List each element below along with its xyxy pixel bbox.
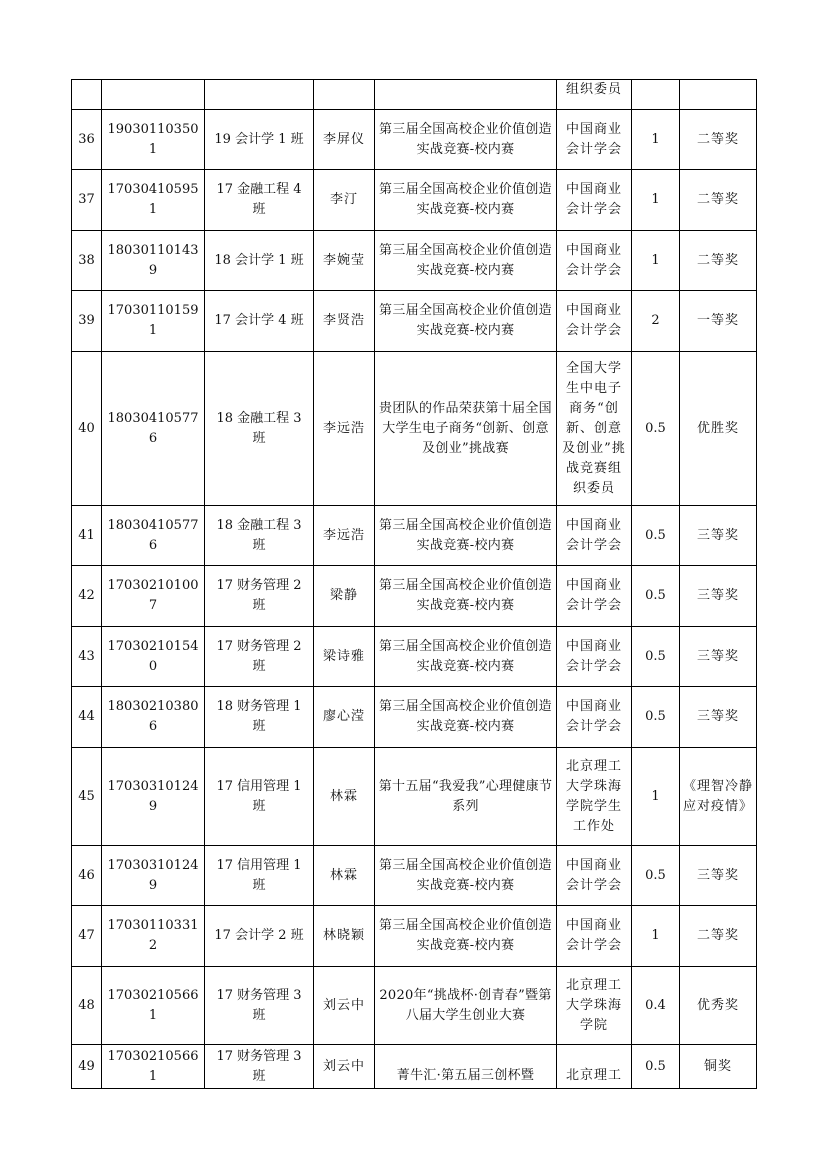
cell-no: 42 <box>72 566 102 627</box>
cell-award: 《理智冷静应对疫情》 <box>680 748 757 846</box>
cell-score: 1 <box>632 231 680 291</box>
cell-score: 0.5 <box>632 846 680 906</box>
cell-score <box>632 80 680 110</box>
cell-score: 0.5 <box>632 627 680 687</box>
cell-name: 梁静 <box>314 566 375 627</box>
cell-score: 1 <box>632 748 680 846</box>
cell-event: 第三届全国高校企业价值创造实战竞赛-校内赛 <box>375 566 557 627</box>
cell-org: 全国大学生中电子商务“创新、创意及创业”挑战竞赛组织委员 <box>557 352 632 506</box>
cell-id: 180301101439 <box>102 231 205 291</box>
cell-id <box>102 80 205 110</box>
cell-score: 1 <box>632 906 680 967</box>
cell-award: 三等奖 <box>680 627 757 687</box>
table-row <box>72 1045 757 1089</box>
cell-id: 180304105776 <box>102 506 205 566</box>
cell-no: 45 <box>72 748 102 846</box>
cell-no: 46 <box>72 846 102 906</box>
awards-table <box>71 79 757 1089</box>
cell-id: 190301103501 <box>102 110 205 170</box>
cell-class: 18 金融工程 3 班 <box>205 506 314 566</box>
cell-award: 二等奖 <box>680 231 757 291</box>
cell-org: 北京理工大学珠海学院 <box>557 967 632 1045</box>
cell-event: 第三届全国高校企业价值创造实战竞赛-校内赛 <box>375 291 557 352</box>
cell-id: 180304105776 <box>102 352 205 506</box>
cell-class: 17 财务管理 3 班 <box>205 967 314 1045</box>
cell-award: 三等奖 <box>680 846 757 906</box>
cell-score: 0.5 <box>632 352 680 506</box>
cell-org: 中国商业会计学会 <box>557 627 632 687</box>
cell-event: 第十五届“我爱我”心理健康节系列 <box>375 748 557 846</box>
table-row <box>72 967 757 1045</box>
cell-id: 170302101007 <box>102 566 205 627</box>
table-row <box>72 110 757 170</box>
cell-org: 中国商业会计学会 <box>557 110 632 170</box>
cell-no: 47 <box>72 906 102 967</box>
cell-id: 170303101249 <box>102 748 205 846</box>
cell-event: 贵团队的作品荣获第十届全国大学生电子商务“创新、创意及创业”挑战赛 <box>375 352 557 506</box>
cell-name: 林晓颖 <box>314 906 375 967</box>
table-row <box>72 352 757 506</box>
cell-score: 2 <box>632 291 680 352</box>
cell-id: 170302101540 <box>102 627 205 687</box>
cell-event <box>375 80 557 110</box>
cell-name: 林霖 <box>314 846 375 906</box>
table-row <box>72 748 757 846</box>
cell-award: 二等奖 <box>680 906 757 967</box>
cell-org: 中国商业会计学会 <box>557 231 632 291</box>
cell-award: 三等奖 <box>680 506 757 566</box>
cell-award: 二等奖 <box>680 170 757 231</box>
cell-org: 北京理工大学珠海学院学生工作处 <box>557 748 632 846</box>
cell-name: 林霖 <box>314 748 375 846</box>
cell-name: 李远浩 <box>314 352 375 506</box>
cell-class <box>205 80 314 110</box>
table-row <box>72 170 757 231</box>
table-row <box>72 80 757 110</box>
cell-class: 17 信用管理 1 班 <box>205 748 314 846</box>
cell-no: 43 <box>72 627 102 687</box>
cell-id: 170303101249 <box>102 846 205 906</box>
cell-score: 1 <box>632 110 680 170</box>
table-row <box>72 906 757 967</box>
cell-name: 刘云中 <box>314 1045 375 1089</box>
cell-event: 第三届全国高校企业价值创造实战竞赛-校内赛 <box>375 506 557 566</box>
cell-id: 170301101591 <box>102 291 205 352</box>
cell-class: 18 会计学 1 班 <box>205 231 314 291</box>
cell-event: 第三届全国高校企业价值创造实战竞赛-校内赛 <box>375 687 557 748</box>
cell-class: 17 会计学 4 班 <box>205 291 314 352</box>
cell-award: 二等奖 <box>680 110 757 170</box>
table-row <box>72 231 757 291</box>
table-row <box>72 846 757 906</box>
cell-no: 41 <box>72 506 102 566</box>
cell-no: 49 <box>72 1045 102 1089</box>
table-row <box>72 566 757 627</box>
cell-name: 廖心滢 <box>314 687 375 748</box>
cell-name <box>314 80 375 110</box>
cell-score: 0.4 <box>632 967 680 1045</box>
cell-award: 铜奖 <box>680 1045 757 1089</box>
cell-class: 17 财务管理 2 班 <box>205 627 314 687</box>
cell-no: 37 <box>72 170 102 231</box>
cell-class: 17 会计学 2 班 <box>205 906 314 967</box>
cell-id: 180302103806 <box>102 687 205 748</box>
cell-event: 第三届全国高校企业价值创造实战竞赛-校内赛 <box>375 170 557 231</box>
cell-id: 170302105661 <box>102 967 205 1045</box>
cell-event: 菁牛汇·第五届三创杯暨 <box>375 1045 557 1089</box>
cell-class: 17 财务管理 2 班 <box>205 566 314 627</box>
cell-no: 38 <box>72 231 102 291</box>
cell-name: 李远浩 <box>314 506 375 566</box>
cell-event: 第三届全国高校企业价值创造实战竞赛-校内赛 <box>375 846 557 906</box>
cell-class: 17 信用管理 1 班 <box>205 846 314 906</box>
cell-class: 18 财务管理 1 班 <box>205 687 314 748</box>
cell-event: 2020年“挑战杯·创青春”暨第八届大学生创业大赛 <box>375 967 557 1045</box>
cell-org: 北京理工 <box>557 1045 632 1089</box>
cell-id: 170304105951 <box>102 170 205 231</box>
cell-class: 19 会计学 1 班 <box>205 110 314 170</box>
table-body <box>72 80 757 1089</box>
cell-event: 第三届全国高校企业价值创造实战竞赛-校内赛 <box>375 110 557 170</box>
cell-id: 170302105661 <box>102 1045 205 1089</box>
cell-no: 36 <box>72 110 102 170</box>
cell-award: 优胜奖 <box>680 352 757 506</box>
cell-award: 三等奖 <box>680 687 757 748</box>
table-row <box>72 506 757 566</box>
cell-event: 第三届全国高校企业价值创造实战竞赛-校内赛 <box>375 231 557 291</box>
cell-event: 第三届全国高校企业价值创造实战竞赛-校内赛 <box>375 906 557 967</box>
cell-name: 李汀 <box>314 170 375 231</box>
cell-org: 中国商业会计学会 <box>557 566 632 627</box>
table-row <box>72 627 757 687</box>
cell-score: 0.5 <box>632 687 680 748</box>
cell-name: 梁诗雅 <box>314 627 375 687</box>
cell-no: 40 <box>72 352 102 506</box>
cell-org: 中国商业会计学会 <box>557 291 632 352</box>
cell-id: 170301103312 <box>102 906 205 967</box>
cell-award: 一等奖 <box>680 291 757 352</box>
cell-name: 李贤浩 <box>314 291 375 352</box>
cell-event: 第三届全国高校企业价值创造实战竞赛-校内赛 <box>375 627 557 687</box>
cell-org: 中国商业会计学会 <box>557 687 632 748</box>
cell-no: 39 <box>72 291 102 352</box>
cell-award <box>680 80 757 110</box>
cell-org: 中国商业会计学会 <box>557 506 632 566</box>
cell-award: 三等奖 <box>680 566 757 627</box>
cell-name: 刘云中 <box>314 967 375 1045</box>
cell-no: 44 <box>72 687 102 748</box>
cell-no: 48 <box>72 967 102 1045</box>
cell-name: 李屏仪 <box>314 110 375 170</box>
cell-class: 18 金融工程 3 班 <box>205 352 314 506</box>
cell-org: 组织委员 <box>557 80 632 110</box>
cell-class: 17 财务管理 3 班 <box>205 1045 314 1089</box>
cell-no <box>72 80 102 110</box>
cell-org: 中国商业会计学会 <box>557 846 632 906</box>
table-row <box>72 687 757 748</box>
table-row <box>72 291 757 352</box>
cell-name: 李婉莹 <box>314 231 375 291</box>
cell-org: 中国商业会计学会 <box>557 906 632 967</box>
cell-org: 中国商业会计学会 <box>557 170 632 231</box>
cell-score: 0.5 <box>632 506 680 566</box>
cell-score: 0.5 <box>632 1045 680 1089</box>
cell-score: 0.5 <box>632 566 680 627</box>
cell-class: 17 金融工程 4 班 <box>205 170 314 231</box>
cell-score: 1 <box>632 170 680 231</box>
cell-award: 优秀奖 <box>680 967 757 1045</box>
